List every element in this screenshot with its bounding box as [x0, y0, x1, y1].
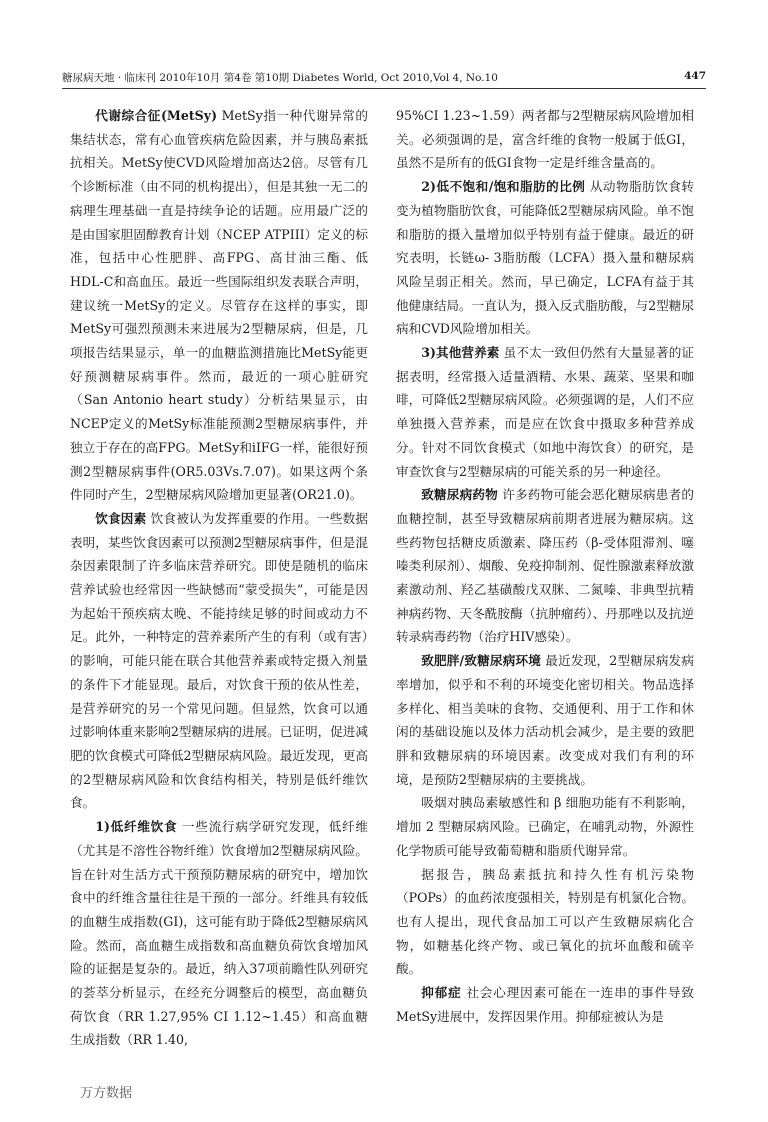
paragraph-lead: 致肥胖/致糖尿病环境: [421, 653, 542, 669]
paragraph-text: 饮食被认为发挥重要的作用。一些数据表明，某些饮食因素可以预测2型糖尿病事件，但是混杂因素限制了许多临床营养研究。即使是随机的临床营养试验也经常因一些缺憾而“蒙受损失”，可能是因为起始干预疾病太晚、不能持续足够的时间或动力不足。此外，一种特定的营养素所产生的有利（或有害）的影响，可能只能在联合其他营养素或特定摄入剂量的条件下才能显现。最后，对饮食干预的依从性差，是营养研究的另一个常见问题。但显然，饮食可以通过影响体重来影响2型糖尿病的进展。已证明，促进减肥的饮食模式可降低2型糖尿病风险。最近发现，更高的2型糖尿病风险和饮食结构相关，特别是低纤维饮食。: [70, 510, 368, 811]
paragraph-text: 许多药物可能会恶化糖尿病患者的血糖控制，甚至导致糖尿病前期者进展为糖尿病。这些药物包括糖皮质激素、降压药（β-受体阻滞剂、噻嗪类利尿剂）、烟酸、免疫抑制剂、促性腺激素释放激素激动剂、羟乙基磺酸戊双脒、二氮嗪、非典型抗精神病药物、天冬酰胺酶（抗肿瘤药）、丹那唑以及抗逆转录病毒药物（治疗HIV感染）。: [396, 487, 695, 645]
paragraph: [70, 507, 368, 815]
watermark: 万方数据: [80, 1086, 133, 1101]
paragraph-text: 从动物脂肪饮食转变为植物脂肪饮食，可能降低2型糖尿病风险。单不饱和脂肪的摄入量增加似乎特别有益于健康。最近的研究表明，长链ω- 3脂肪酸（LCFA）摄入量和糖尿病风险呈弱正相关。然而，早已确定，LCFA有益于其他健康结局。一直认为，摄入反式脂肪酸，与2型糖尿病和CVD风险增加相关。: [396, 179, 694, 337]
paragraph-lead: 致糖尿病药物: [421, 487, 498, 503]
paragraph-text: 吸烟对胰岛素敏感性和 β 细胞功能有不利影响，增加 2 型糖尿病风险。已确定，在哺乳动物，外源性化学物质可能导致葡萄糖和脂质代谢异常。: [396, 795, 694, 858]
paragraph: [70, 104, 368, 507]
paragraph-lead: 3)其他营养素: [421, 345, 500, 361]
paragraph: [396, 483, 694, 649]
paragraph-text: 虽不太一致但仍然有大量显著的证据表明，经常摄入适量酒精、水果、蔬菜、坚果和咖啡，可降低2型糖尿病风险。必须强调的是，人们不应单独摄入营养素，而是应在饮食中摄取多种营养成分。针对不同饮食模式（如地中海饮食）的研究，是审查饮食与2型糖尿病的可能关系的另一种途径。: [396, 345, 694, 479]
paragraph-lead: 代谢综合征(MetSy): [95, 108, 218, 123]
paragraph-text: 最近发现，2型糖尿病发病率增加，似乎和不利的环境变化密切相关。物品选择多样化、相当美味的食物、交通便利、用于工作和休闲的基础设施以及体力活动机会减少，是主要的致肥胖和致糖尿病的环境因素。改变成对我们有利的环境，是预防2型糖尿病的主要挑战。: [396, 653, 694, 787]
right-column: [396, 104, 694, 1028]
paragraph-lead: 2)低不饱和/饱和脂肪的比例: [421, 179, 586, 195]
paragraph: [70, 815, 368, 1052]
paragraph-lead: 饮食因素: [95, 510, 147, 526]
paragraph-text: 一些流行病学研究发现，低纤维（尤其是不溶性谷物纤维）饮食增加2型糖尿病风险。旨在针对生活方式干预预防糖尿病的研究中，增加饮食中的纤维含量往往是干预的一部分。纤维具有较低的血糖生成指数(GI)，这可能有助于降低2型糖尿病风险。然而，高血糖生成指数和高血糖负荷饮食增加风险的证据是复杂的。最近，纳入37项前瞻性队列研究的荟萃分析显示，在经充分调整后的模型，高血糖负荷饮食（RR 1.27,95% CI 1.12~1.45）和高血糖生成指数（RR 1.40,: [70, 819, 368, 1048]
paragraph-text: 95%CI 1.23~1.59）两者都与2型糖尿病风险增加相关。必须强调的是，富含纤维的食物一般属于低GI，虽然不是所有的低GI食物一定是纤维含量高的。: [396, 108, 694, 171]
page-number: 447: [684, 70, 706, 82]
paragraph: [396, 175, 694, 341]
paragraph-text: 社会心理因素可能在一连串的事件导致MetSy进展中，发挥因果作用。抑郁症被认为是: [396, 985, 694, 1024]
paragraph: [396, 649, 694, 791]
paragraph: [396, 341, 694, 483]
paragraph: [396, 863, 694, 982]
running-header: [62, 70, 706, 89]
paragraph-text: 据报告，胰岛素抵抗和持久性有机污染物（POPs）的血药浓度强相关，特别是有机氯化合物。也有人提出，现代食品加工可以产生致糖尿病化合物，如糖基化终产物、或已氧化的抗坏血酸和硫辛酸。: [396, 866, 694, 977]
journal-info: 糖尿病天地 · 临床刊 2010年10月 第4卷 第10期 Diabetes World, Oct 2010,Vol 4, No.10: [62, 72, 498, 84]
paragraph: [396, 104, 694, 175]
paragraph-lead: 抑郁症: [421, 985, 462, 1001]
paragraph-lead: 1)低纤维饮食: [95, 819, 178, 835]
left-column: [70, 104, 368, 1052]
paragraph: [396, 981, 694, 1028]
paragraph: [396, 791, 694, 862]
paragraph-text: MetSy指一种代谢异常的集结状态，常有心血管疾病危险因素，并与胰岛素抵抗相关。MetSy使CVD风险增加高达2倍。尽管有几个诊断标准（由不同的机构提出），但是其独一无二的病理生理基础一直是持续争论的话题。应用最广泛的是由国家胆固醇教育计划（NCEP ATPIII）定义的标准，包括中心性肥胖、高FPG、高甘油三酯、低HDL-C和高血压。最近一些国际组织发表联合声明，建议统一MetSy的定义。尽管存在这样的事实，即MetSy可强烈预测未来进展为2型糖尿病，但是，几项报告结果显示，单一的血糖监测措施比MetSy能更好预测糖尿病事件。然而，最近的一项心脏研究（San Antonio heart study）分析结果显示，由NCEP定义的MetSy标准能预测2型糖尿病事件，并独立于存在的高FPG。MetSy和iIFG一样，能很好预测2型糖尿病事件(OR5.03Vs.7.07)。如果这两个条件同时产生，2型糖尿病风险增加更显著(OR21.0)。: [70, 108, 368, 503]
